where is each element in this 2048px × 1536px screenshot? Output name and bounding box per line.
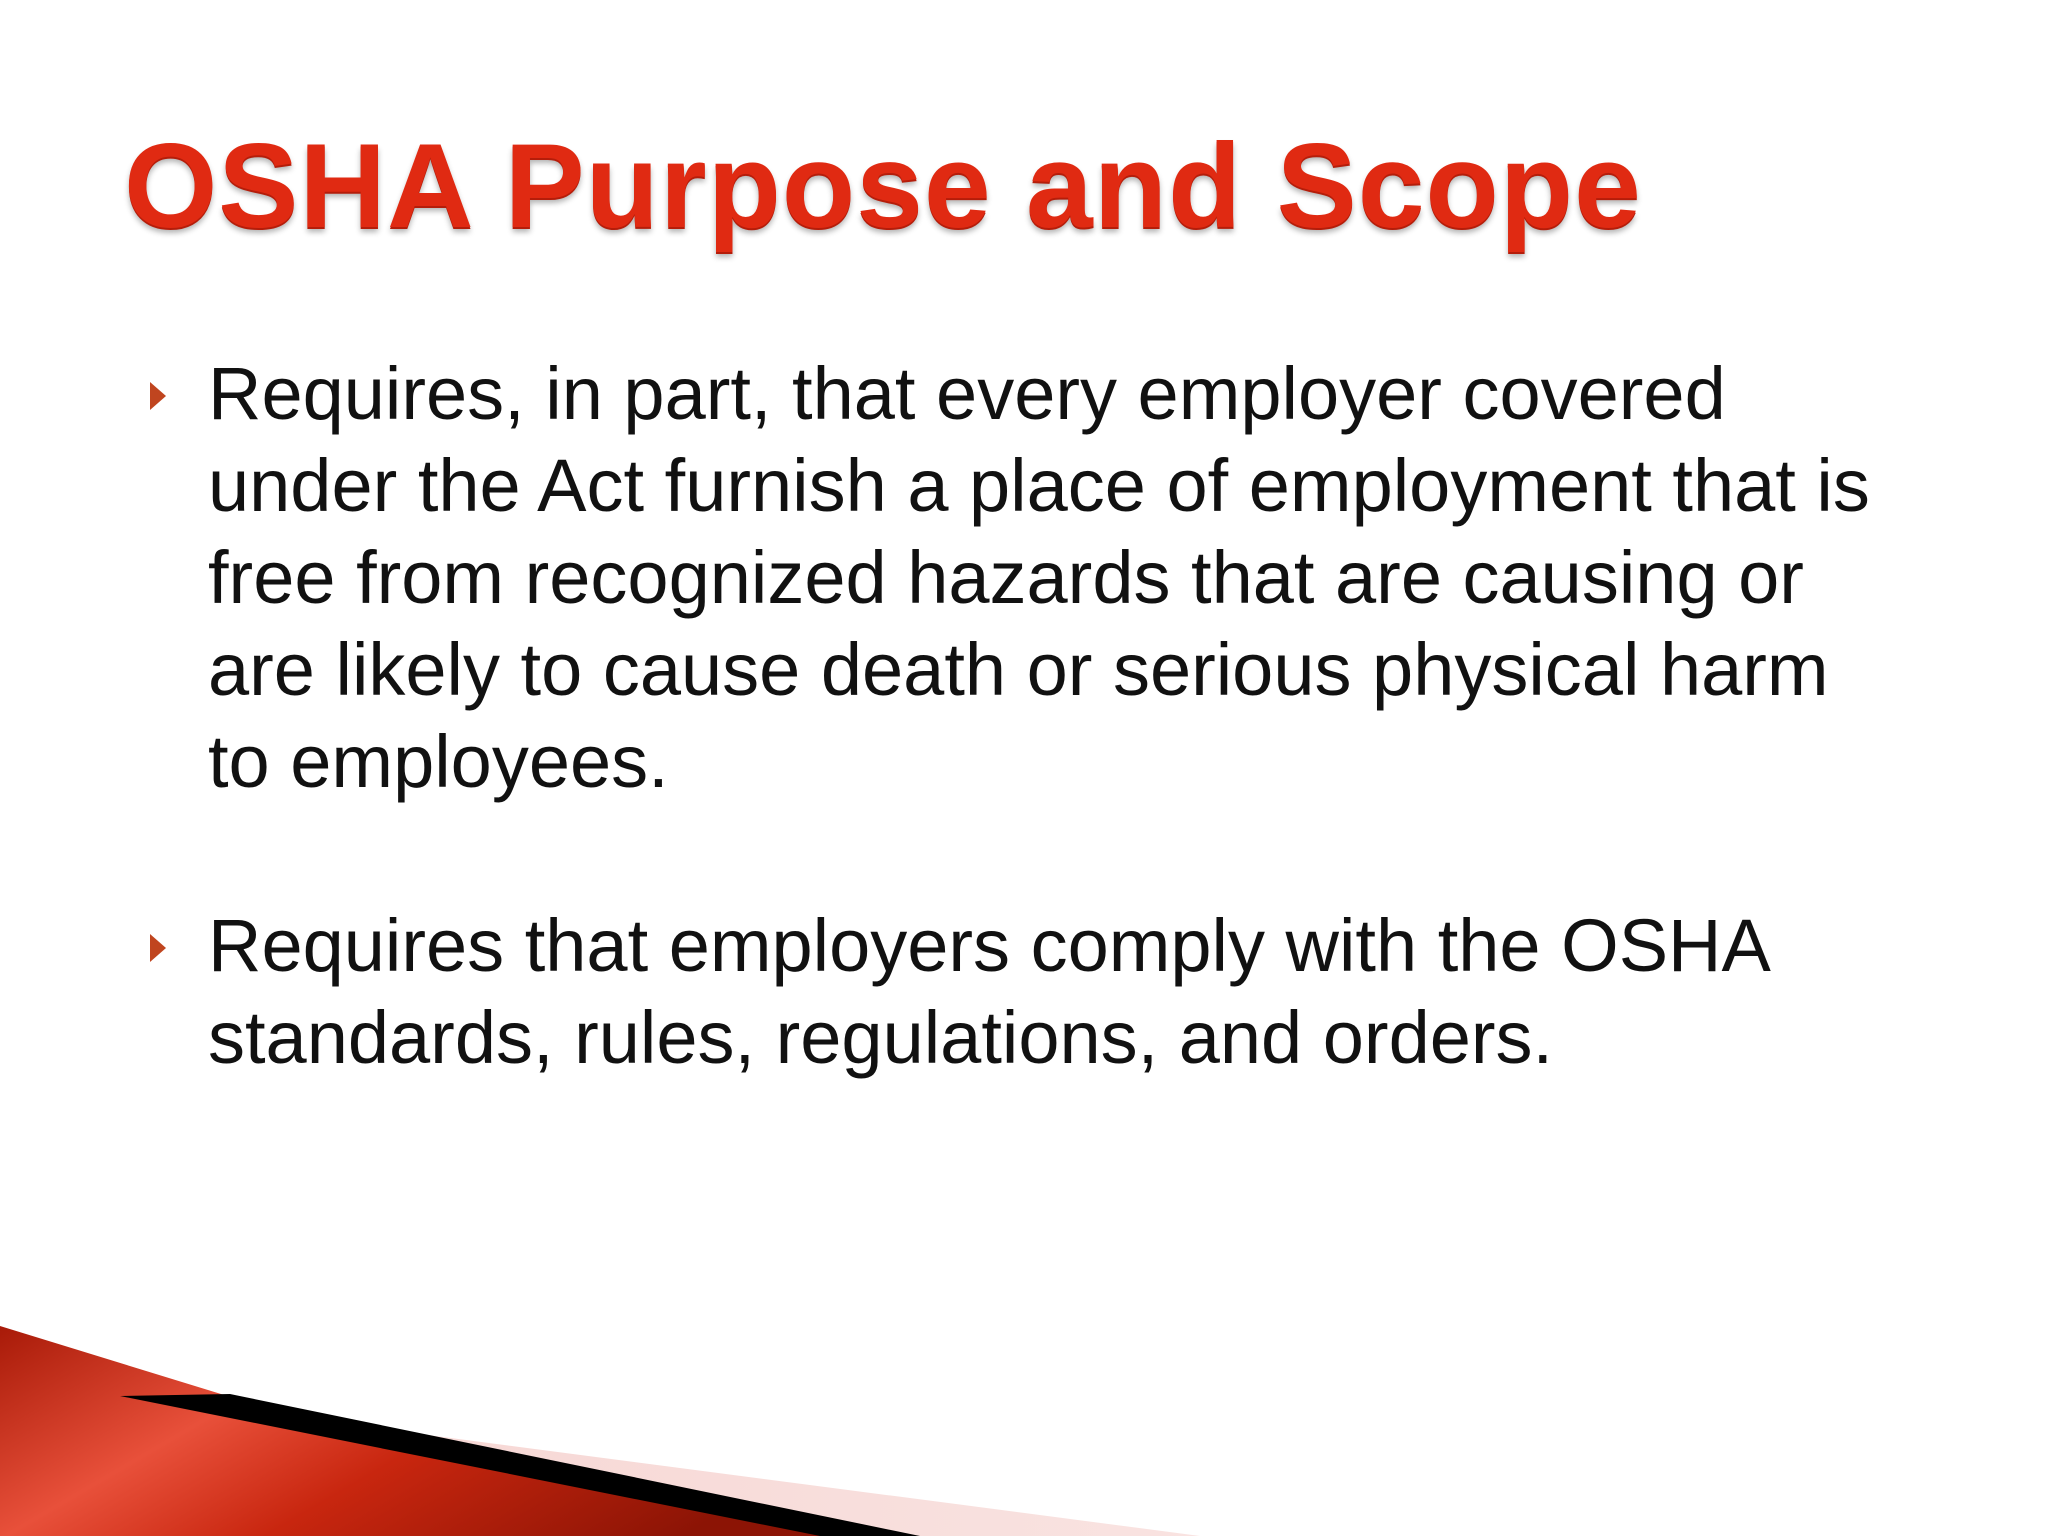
bullet-text: Requires, in part, that every employer covered under the Act furnish a place of employment that is free from recognized hazards that are causing or are likely to cause death or serious physical harm to employees. [208, 352, 1870, 803]
slide-title: OSHA Purpose and Scope [124, 119, 1642, 253]
triangle-right-icon [150, 382, 166, 410]
corner-black-band [120, 1394, 920, 1536]
corner-decoration [0, 1276, 2048, 1536]
corner-red-band [0, 1326, 900, 1536]
triangle-right-icon [150, 934, 166, 962]
bullet-item [150, 348, 1910, 808]
corner-pink-band [130, 1396, 1200, 1536]
bullet-list [150, 348, 1910, 1084]
bullet-text: Requires that employers comply with the OSHA standards, rules, regulations, and orders. [208, 904, 1767, 1079]
bullet-item [150, 900, 1910, 1084]
